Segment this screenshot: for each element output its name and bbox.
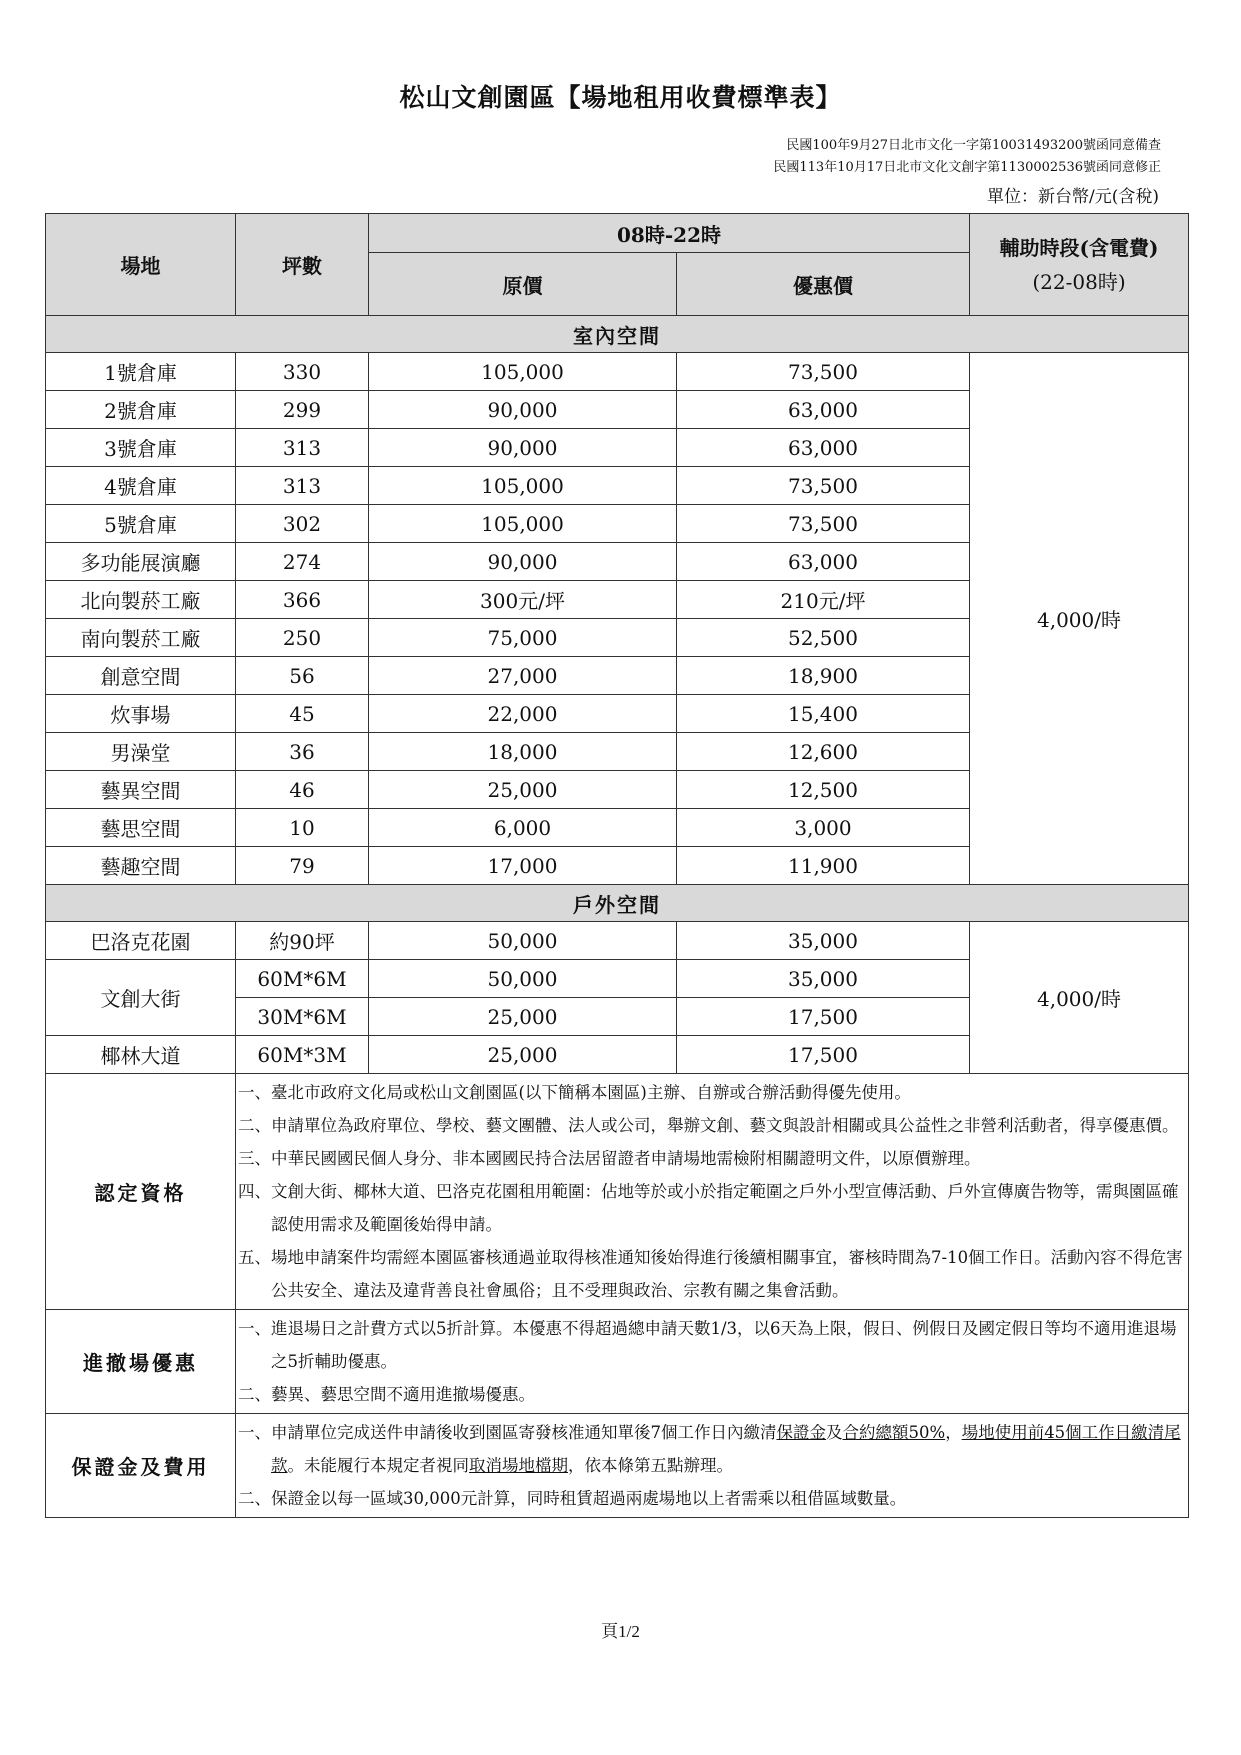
note-number: 四、 [238,1182,271,1201]
discount-price-cell: 35,000 [677,922,970,960]
discount-price-cell: 63,000 [677,429,970,467]
original-price-cell: 105,000 [369,353,677,391]
area-cell: 313 [236,429,369,467]
reference-line-2: 民國113年10月17日北市文化文創字第1130002536號函同意修正 [773,160,1161,175]
area-cell: 330 [236,353,369,391]
original-price-cell: 25,000 [369,771,677,809]
original-price-cell: 90,000 [369,543,677,581]
area-cell: 366 [236,581,369,619]
discount-price-cell: 73,500 [677,353,970,391]
area-cell: 10 [236,809,369,847]
discount-price-cell: 3,000 [677,809,970,847]
note-text-part: ，依本條第五點辦理。 [568,1456,733,1475]
discount-price-cell: 35,000 [677,960,970,998]
original-price-cell: 25,000 [369,1036,677,1074]
original-price-cell: 90,000 [369,391,677,429]
setup-discount-notes [236,1310,1189,1414]
venue-cell: 創意空間 [46,657,236,695]
note-item [238,1076,1186,1109]
note-item [238,1109,1186,1142]
original-price-cell: 27,000 [369,657,677,695]
note-text-part: 及 [826,1423,843,1442]
header-venue: 場地 [46,214,236,316]
original-price-cell: 18,000 [369,733,677,771]
header-discount-price: 優惠價 [677,253,970,316]
area-cell: 60M*3M [236,1036,369,1074]
venue-cell: 南向製菸工廠 [46,619,236,657]
discount-price-cell: 12,600 [677,733,970,771]
note-text: 場地申請案件均需經本園區審核通過並取得核准通知後始得進行後續相關事宜，審核時間為7-10個工作日。活動內容不得危害公共安全、違法及違背善良社會風俗；且不受理與政治、宗教有關之集會活動。 [271,1248,1183,1300]
indoor-aux-rate: 4,000/時 [970,353,1189,885]
original-price-cell: 105,000 [369,467,677,505]
underlined-contract-total: 合約總額50% [842,1423,946,1442]
original-price-cell: 22,000 [369,695,677,733]
note-text: 中華民國國民個人身分、非本國國民持合法居留證者申請場地需檢附相關證明文件，以原價辦理。 [271,1149,981,1168]
note-text [271,1416,1186,1482]
header-aux-line1: 輔助時段(含電費) [999,235,1159,260]
discount-price-cell: 63,000 [677,543,970,581]
original-price-cell: 6,000 [369,809,677,847]
header-area: 坪數 [236,214,369,316]
area-cell: 46 [236,771,369,809]
original-price-cell: 25,000 [369,998,677,1036]
original-price-cell: 300元/坪 [369,581,677,619]
note-number: 五、 [238,1248,271,1267]
note-number: 一、 [238,1423,271,1442]
header-original-price: 原價 [369,253,677,316]
area-cell: 56 [236,657,369,695]
outdoor-aux-rate: 4,000/時 [970,922,1189,1074]
note-item [238,1175,1186,1241]
area-cell: 45 [236,695,369,733]
document-title: 松山文創園區【場地租用收費標準表】 [399,83,842,112]
venue-cell: 1號倉庫 [46,353,236,391]
note-item [238,1142,1186,1175]
venue-cell: 藝趣空間 [46,847,236,885]
deposit-label: 保證金及費用 [46,1414,236,1518]
original-price-cell: 50,000 [369,960,677,998]
eligibility-notes [236,1074,1189,1310]
underlined-final-payment: 場地使用前45個工作日繳清尾款 [271,1423,1181,1475]
venue-cell: 炊事場 [46,695,236,733]
original-price-cell: 105,000 [369,505,677,543]
note-text: 進退場日之計費方式以5折計算。本優惠不得超過總申請天數1/3，以6天為上限，假日、例假日及國定假日等均不適用進退場之5折輔助優惠。 [271,1319,1177,1371]
underlined-deposit: 保證金 [776,1423,826,1442]
venue-cell: 3號倉庫 [46,429,236,467]
discount-price-cell: 18,900 [677,657,970,695]
venue-cell: 多功能展演廳 [46,543,236,581]
section-outdoor: 戶外空間 [46,885,1189,922]
header-time-range: 08時-22時 [369,214,970,253]
venue-cell: 2號倉庫 [46,391,236,429]
venue-cell: 椰林大道 [46,1036,236,1074]
venue-cell: 藝異空間 [46,771,236,809]
note-item [238,1241,1186,1307]
deposit-notes [236,1414,1189,1518]
unit-label: 單位：新台幣/元(含稅) [987,187,1159,207]
original-price-cell: 17,000 [369,847,677,885]
table-row [46,922,1189,960]
note-item [238,1378,1186,1411]
note-text-part: 。未能履行本規定者視同 [287,1456,469,1475]
discount-price-cell: 210元/坪 [677,581,970,619]
original-price-cell: 75,000 [369,619,677,657]
original-price-cell: 50,000 [369,922,677,960]
note-number: 一、 [238,1083,271,1102]
discount-price-cell: 17,500 [677,1036,970,1074]
area-cell: 274 [236,543,369,581]
venue-cell: 北向製菸工廠 [46,581,236,619]
note-text: 申請單位為政府單位、學校、藝文團體、法人或公司，舉辦文創、藝文與設計相關或具公益性之非營利活動者，得享優惠價。 [271,1116,1179,1135]
note-number: 一、 [238,1319,271,1338]
note-number: 二、 [238,1116,271,1135]
area-cell: 60M*6M [236,960,369,998]
discount-price-cell: 52,500 [677,619,970,657]
setup-discount-label: 進撤場優惠 [46,1310,236,1414]
note-text: 保證金以每一區域30,000元計算，同時租賃超過兩處場地以上者需乘以租借區域數量。 [271,1489,907,1508]
venue-cell: 男澡堂 [46,733,236,771]
table-row [46,353,1189,391]
venue-cell: 4號倉庫 [46,467,236,505]
note-item [238,1416,1186,1482]
note-number: 三、 [238,1149,271,1168]
area-cell: 302 [236,505,369,543]
header-aux-period [970,214,1189,316]
discount-price-cell: 12,500 [677,771,970,809]
underlined-cancel-booking: 取消場地檔期 [469,1456,568,1475]
note-text: 藝異、藝思空間不適用進撤場優惠。 [271,1385,535,1404]
area-cell: 36 [236,733,369,771]
area-cell: 250 [236,619,369,657]
fee-table [45,213,1189,1518]
discount-price-cell: 11,900 [677,847,970,885]
eligibility-label: 認定資格 [46,1074,236,1310]
area-cell: 30M*6M [236,998,369,1036]
area-cell: 299 [236,391,369,429]
area-cell: 約90坪 [236,922,369,960]
venue-cell: 藝思空間 [46,809,236,847]
discount-price-cell: 17,500 [677,998,970,1036]
discount-price-cell: 73,500 [677,505,970,543]
venue-cell: 巴洛克花園 [46,922,236,960]
original-price-cell: 90,000 [369,429,677,467]
page-number: 頁1/2 [601,1622,640,1641]
discount-price-cell: 15,400 [677,695,970,733]
note-number: 二、 [238,1489,271,1508]
discount-price-cell: 73,500 [677,467,970,505]
venue-cell: 5號倉庫 [46,505,236,543]
discount-price-cell: 63,000 [677,391,970,429]
area-cell: 79 [236,847,369,885]
note-item [238,1312,1186,1378]
note-text-part: ， [945,1423,962,1442]
section-indoor: 室內空間 [46,316,1189,353]
note-text: 文創大街、椰林大道、巴洛克花園租用範圍：佔地等於或小於指定範圍之戶外小型宣傳活動、戶外宣傳廣告物等，需與園區確認使用需求及範圍後始得申請。 [271,1182,1179,1234]
venue-cell: 文創大街 [46,960,236,1036]
reference-line-1: 民國100年9月27日北市文化一字第10031493200號函同意備查 [786,138,1161,153]
note-number: 二、 [238,1385,271,1404]
area-cell: 313 [236,467,369,505]
header-aux-line2: (22-08時) [1032,269,1126,294]
note-item [238,1482,1186,1515]
note-text-part: 申請單位完成送件申請後收到園區寄發核准通知單後7個工作日內繳清 [271,1423,777,1442]
note-text: 臺北市政府文化局或松山文創園區(以下簡稱本園區)主辦、自辦或合辦活動得優先使用。 [271,1083,911,1102]
